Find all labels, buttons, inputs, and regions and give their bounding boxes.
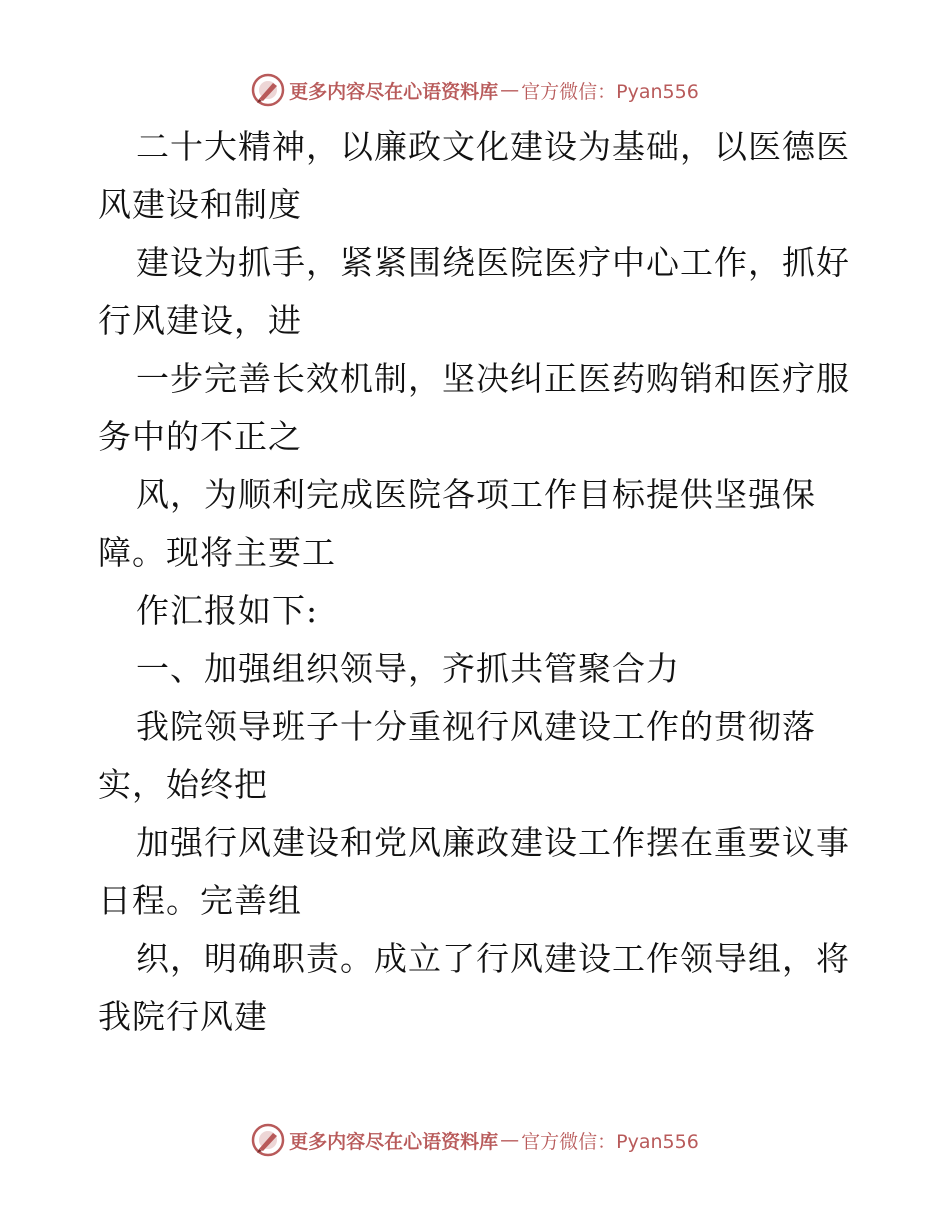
document-body bbox=[98, 118, 858, 1046]
watermark-wechat-text: 官方微信：Pyan556 bbox=[521, 1130, 699, 1153]
body-line-13: 加强行风建设和党风廉政建设工作摆在重要议事 bbox=[136, 823, 850, 862]
body-line-2: 风建设和制度 bbox=[98, 185, 302, 224]
watermark-dash: — bbox=[500, 79, 520, 101]
body-line-9: 作汇报如下: bbox=[136, 591, 319, 630]
watermark-wechat-text: 官方微信：Pyan556 bbox=[521, 80, 699, 103]
body-line-16: 我院行风建 bbox=[98, 997, 268, 1036]
header-watermark bbox=[0, 70, 950, 110]
footer-watermark bbox=[0, 1120, 950, 1160]
section-heading-1: 一、加强组织领导，齐抓共管聚合力 bbox=[136, 649, 680, 688]
body-line-12: 实，始终把 bbox=[98, 765, 268, 804]
body-line-8: 障。现将主要工 bbox=[98, 533, 336, 572]
body-line-15: 织，明确职责。成立了行风建设工作领导组，将 bbox=[136, 939, 850, 978]
pen-logo-icon bbox=[251, 1123, 285, 1157]
body-line-4: 行风建设，进 bbox=[98, 301, 302, 340]
body-line-5: 一步完善长效机制，坚决纠正医药购销和医疗服 bbox=[136, 359, 850, 398]
watermark-main-text: 更多内容尽在心语资料库 bbox=[289, 80, 499, 103]
body-line-6: 务中的不正之 bbox=[98, 417, 302, 456]
body-line-3: 建设为抓手，紧紧围绕医院医疗中心工作，抓好 bbox=[136, 243, 850, 282]
body-line-7: 风，为顺利完成医院各项工作目标提供坚强保 bbox=[136, 475, 816, 514]
body-line-11: 我院领导班子十分重视行风建设工作的贯彻落 bbox=[136, 707, 816, 746]
body-line-14: 日程。完善组 bbox=[98, 881, 302, 920]
watermark-dash: — bbox=[500, 1129, 520, 1151]
pen-logo-icon bbox=[251, 73, 285, 107]
body-line-1: 二十大精神，以廉政文化建设为基础，以医德医 bbox=[136, 127, 850, 166]
watermark-main-text: 更多内容尽在心语资料库 bbox=[289, 1130, 499, 1153]
